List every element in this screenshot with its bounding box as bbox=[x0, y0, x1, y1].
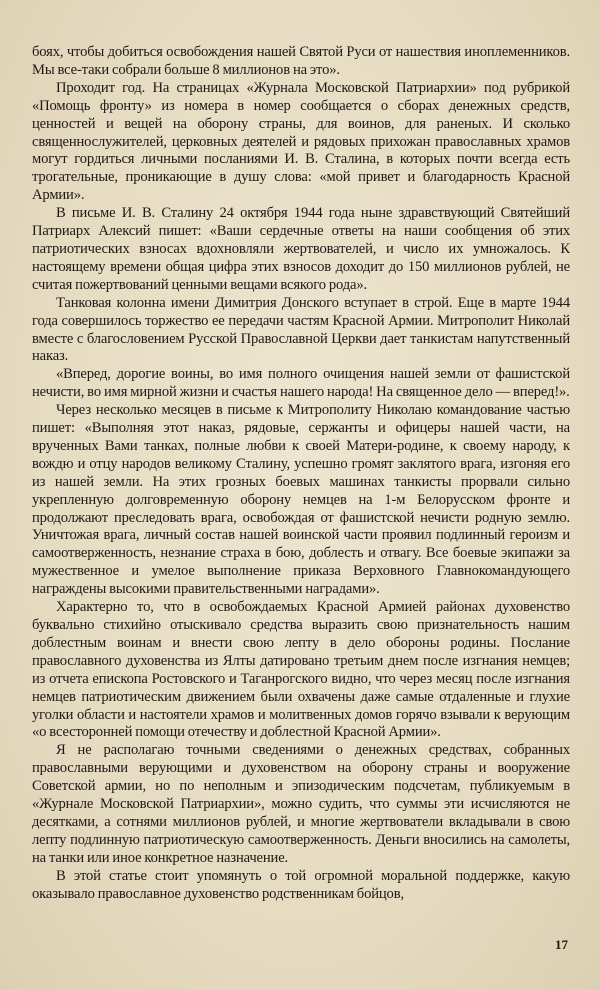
paragraph-1: боях, чтобы добиться освобождения нашей Святой Руси от нашествия иноплеменников. Мы все-таки собрали больше 8 миллионов на это». bbox=[32, 44, 570, 78]
paragraph-8: Я не располагаю точными сведениями о денежных средствах, собранных православными верующими и духовенством на оборону страны и вооружение Советской армии, но по неполным и эпизодическим подсчетам, публикуемым в «Журнале Московской Патриархии», можно судить, что суммы эти исчисляются не десятками, а сотнями миллионов рублей, и многие жертвователи вкладывали в свою лепту подлинную патриотическую самоотверженность. Деньги вносились на самолеты, на танки или иное конкретное назначение. bbox=[32, 742, 570, 866]
paragraph-3: В письме И. В. Сталину 24 октября 1944 года ныне здравствующий Святейший Патриарх Алексий пишет: «Ваши сердечные ответы на наши сообщения об этих патриотических взносах вдохновляли жертвователей, и число их умножалось. К настоящему времени общая цифра этих взносов доходит до 150 миллионов рублей, не считая пожертвований ценными вещами всякого рода». bbox=[32, 205, 570, 293]
paragraph-7: Характерно то, что в освобождаемых Красной Армией районах духовенство буквально стихийно отыскивало средства выразить свою признательность нашим доблестным воинам и внести свою лепту в дело обороны родины. Послание православного духовенства из Ялты датировано третьим днем после изгнания немцев; из отчета епископа Ростовского и Таганрогского видно, что через месяц после изгнания немцев патриотическим движением были охвачены даже самые отдаленные и глухие уголки области и настоятели храмов и молитвенных домов горячо взывали к верующим «о всесторонней помощи отечеству и доблестной Красной Армии». bbox=[32, 599, 570, 741]
page-number: 17 bbox=[555, 937, 568, 952]
paragraph-2: Проходит год. На страницах «Журнала Московской Патриархии» под рубрикой «Помощь фронту» из номера в номер сообщается о сборах денежных средств, ценностей и вещей на оборону страны, для воинов, для раненых. И сколько священнослужителей, церковных деятелей и рядовых прихожан православных храмов могут гордиться личными посланиями И. В. Сталина, в которых почти всегда есть трогательные, проникающие в душу слова: «мой привет и благодарность Красной Армии». bbox=[32, 79, 570, 204]
paragraph-9: В этой статье стоит упомянуть о той огромной моральной поддержке, какую оказывало православное духовенство родственникам бойцов, bbox=[32, 867, 570, 902]
paragraph-5: «Вперед, дорогие воины, во имя полного очищения нашей земли от фашистской нечисти, во имя мирной жизни и счастья нашего народа! На священное дело — вперед!». bbox=[32, 366, 570, 401]
body-text bbox=[32, 44, 570, 904]
paragraph-4: Танковая колонна имени Димитрия Донского вступает в строй. Еще в марте 1944 года совершилось торжество ее передачи частям Красной Армии. Митрополит Николай вместе с благословением Русской Православной Церкви дает танкистам напутственный наказ. bbox=[32, 294, 570, 365]
paragraph-6: Через несколько месяцев в письме к Митрополиту Николаю командование частью пишет: «Выполняя этот наказ, рядовые, сержанты и офицеры нашей части, на врученных Вами танках, полные любви к своей Матери-родине, к своему народу, к вождю и отцу народов великому Сталину, успешно громят заклятого врага, изгоняя его из нашей земли. На этих грозных боевых машинах танкисты прорвали сильно укрепленную долговременную оборону немцев на 1-м Белорусском фронте и продолжают преследовать врага, освобождая от фашистской нечисти родную землю. Уничтожая врага, личный состав нашей воинской части проявил подлинный героизм и самоотверженность, незнание страха в бою, доблесть и отвагу. Все боевые экипажи за мужественное и умелое выполнение приказа Верховного Главнокомандующего награждены высокими правительственными наградами». bbox=[32, 402, 570, 598]
